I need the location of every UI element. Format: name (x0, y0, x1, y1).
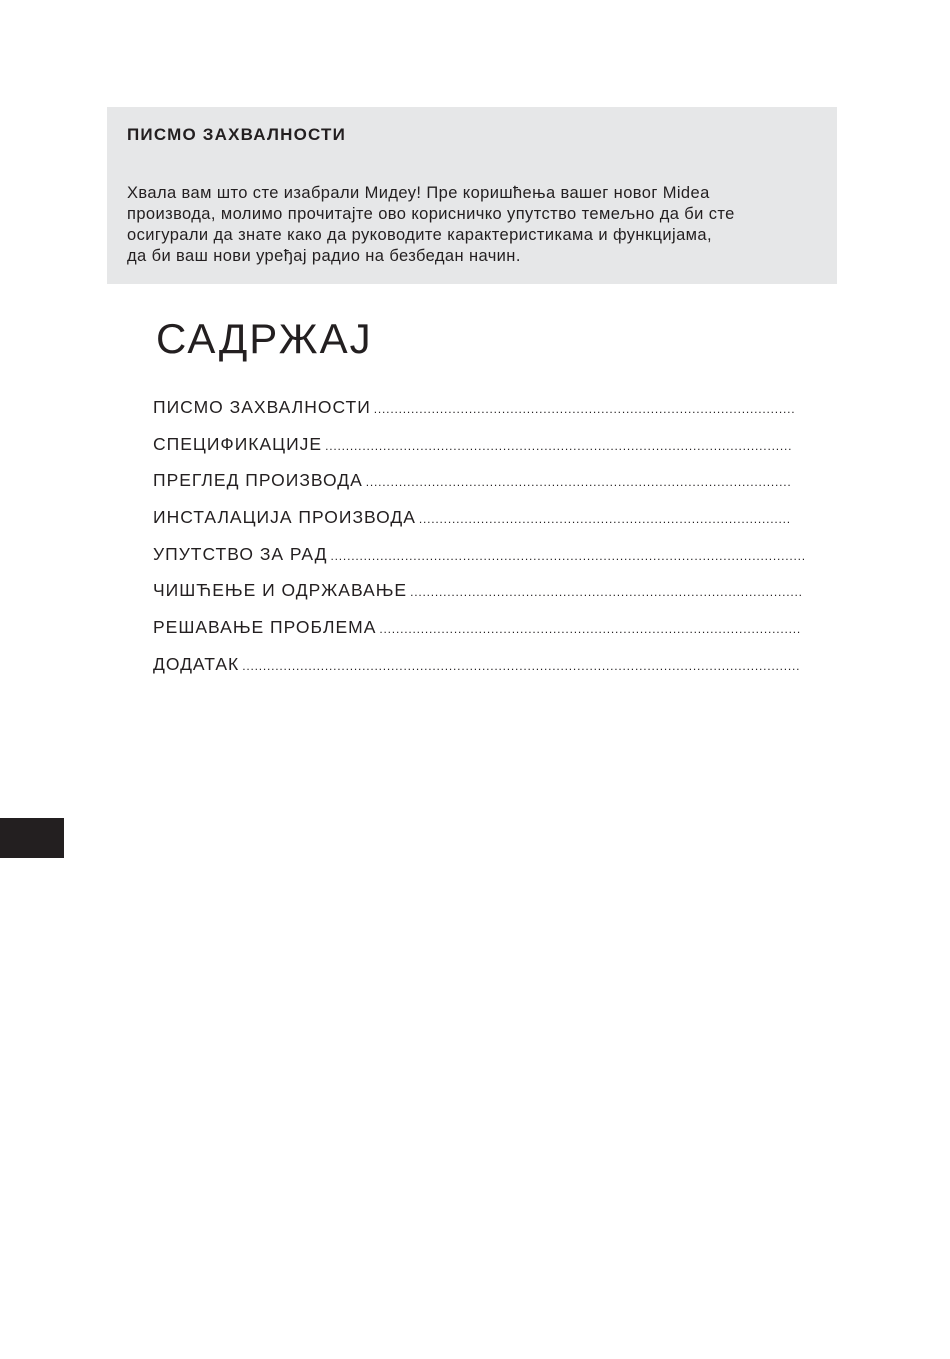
table-of-contents (153, 397, 806, 691)
thank-you-text-line: производа, молимо прочитајте ово корисничко упутство темељно да би сте (127, 205, 735, 223)
toc-entry-label: ЧИШЋЕЊЕ И ОДРЖАВАЊЕ (153, 580, 408, 601)
toc-dot-leader (242, 659, 801, 673)
toc-dot-leader (419, 512, 791, 526)
toc-dot-leader (374, 402, 796, 416)
toc-entry-specifications[interactable] (153, 434, 791, 471)
thank-you-title: ПИСМО ЗАХВАЛНОСТИ (127, 125, 347, 144)
toc-dot-leader (331, 549, 806, 563)
toc-entry-label: УПУТСТВО ЗА РАД (153, 543, 328, 564)
toc-entry-label: ИНСТАЛАЦИЈА ПРОИЗВОДА (153, 507, 416, 528)
thank-you-text-line: да би ваш нови уређај радио на безбедан начин. (127, 247, 521, 265)
toc-entry-product-installation[interactable] (153, 507, 791, 544)
toc-dot-leader (410, 585, 801, 599)
thank-you-text-line: Хвала вам што сте изабрали Мидеу! Пре коришћења вашег новог Midea (127, 184, 710, 202)
toc-entry-cleaning-maintenance[interactable] (153, 580, 801, 617)
toc-entry-label: РЕШАВАЊЕ ПРОБЛЕМА (153, 617, 377, 638)
toc-entry-thank-you-letter[interactable] (153, 397, 796, 434)
toc-entry-product-overview[interactable] (153, 470, 791, 507)
toc-dot-leader (366, 475, 791, 489)
toc-dot-leader (325, 439, 791, 453)
thank-you-text-line: осигурали да знате како да руководите карактеристикама и функцијама, (127, 226, 712, 244)
table-of-contents-heading: САДРЖАЈ (156, 315, 373, 362)
toc-entry-appendix[interactable] (153, 654, 801, 691)
toc-entry-troubleshooting[interactable] (153, 617, 801, 654)
toc-entry-operating-instructions[interactable] (153, 544, 806, 581)
thank-you-text (127, 183, 827, 267)
toc-entry-label: ПИСМО ЗАХВАЛНОСТИ (153, 397, 371, 417)
toc-entry-label: СПЕЦИФИКАЦИЈЕ (153, 433, 323, 454)
thank-you-letter-box (107, 107, 837, 284)
toc-entry-label: ПРЕГЛЕД ПРОИЗВОДА (153, 470, 363, 491)
language-section-tab (0, 818, 64, 858)
toc-entry-label: ДОДАТАК (153, 653, 240, 674)
toc-dot-leader (379, 622, 801, 636)
